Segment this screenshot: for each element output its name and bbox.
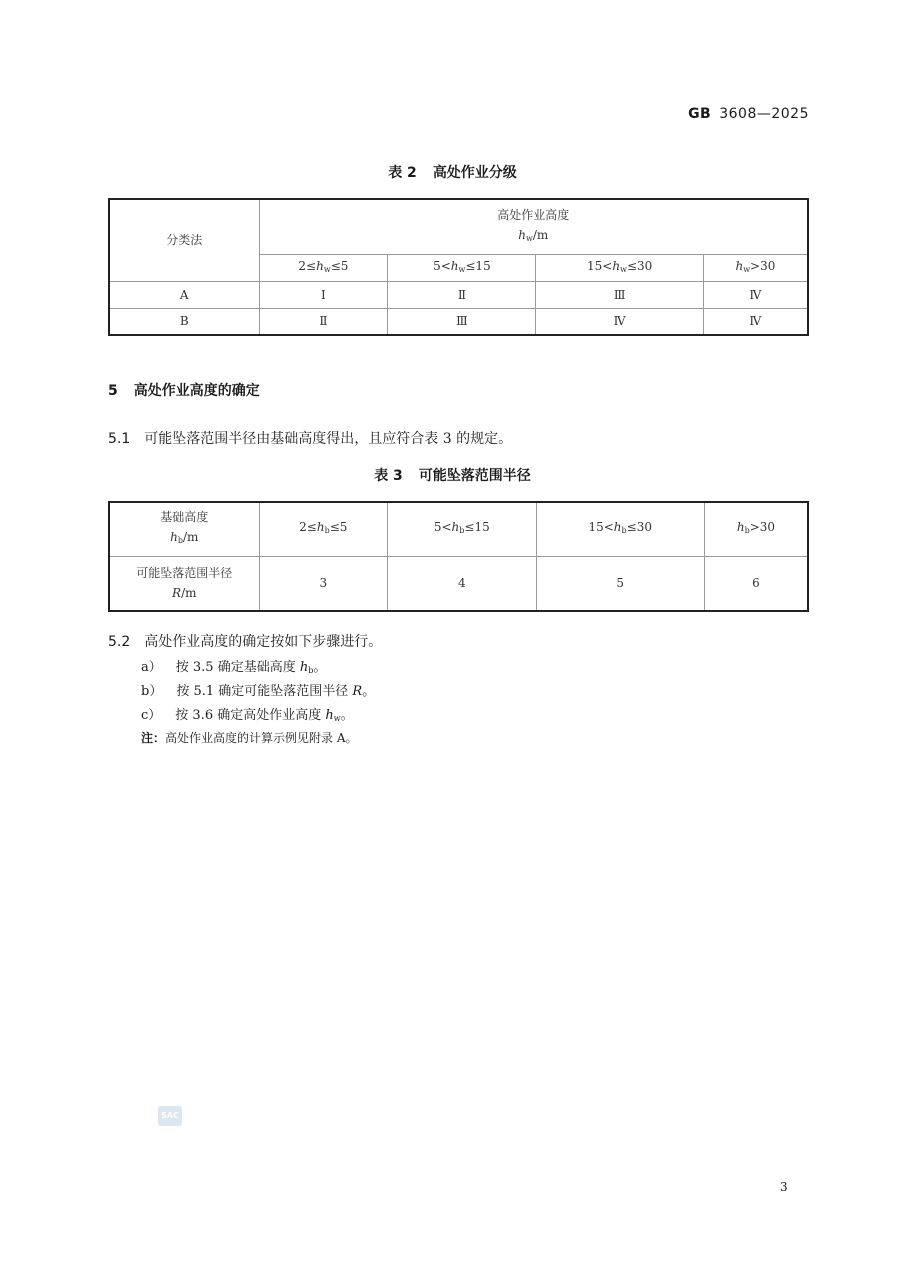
paragraph-5-2: 5.2 高处作业高度的确定按如下步骤进行。 <box>108 634 383 650</box>
section-5-title: 5 高处作业高度的确定 <box>108 383 260 399</box>
table2-group-header: 高处作业高度 $h_w/m$ <box>259 199 808 254</box>
table3-title: 可能坠落范围半径 <box>418 468 531 484</box>
table2-range-4: $h_w>30$ <box>703 254 808 281</box>
table2-range-1: $2\le h_w\le 5$ <box>259 254 388 281</box>
note: 注：高处作业高度的计算示例见附录 A。 <box>141 731 358 745</box>
paragraph-5-1: 5.1 可能坠落范围半径由基础高度得出，且应符合表 3 的规定。 <box>108 431 513 447</box>
table3-radius-cell: 5 <box>536 556 704 611</box>
table3-range-1: $2\le h_b\le 5$ <box>259 502 388 556</box>
table3-range-3: $15<h_b\le 30$ <box>536 502 704 556</box>
table-row <box>109 502 808 556</box>
table3-radius-cell: 4 <box>388 556 536 611</box>
page-number: 3 <box>780 1180 788 1194</box>
step-a: a） 按 3.5 确定基础高度 $h_b$。 <box>141 660 327 675</box>
standard-code: GB 3608—2025 <box>688 106 809 122</box>
table3-radius-header: 可能坠落范围半径 R/m <box>109 556 259 611</box>
table2-grade-cell: Ⅳ <box>536 308 703 335</box>
table3-radius-cell: 6 <box>704 556 808 611</box>
table2 <box>108 198 809 336</box>
table2-grade-cell: Ⅳ <box>703 281 808 308</box>
table2-grade-cell: Ⅰ <box>259 281 388 308</box>
table2-number: 表 2 <box>388 165 417 181</box>
table2-method-cell: B <box>109 308 259 335</box>
table3-base-header: 基础高度 $h_b/m$ <box>109 502 259 556</box>
table3-caption <box>0 465 905 485</box>
table3 <box>108 501 809 612</box>
table2-caption <box>0 162 905 182</box>
table2-grade-cell: Ⅲ <box>536 281 703 308</box>
step-b: b） 按 5.1 确定可能坠落范围半径 R。 <box>141 684 376 699</box>
table2-grade-cell: Ⅱ <box>259 308 388 335</box>
table-row <box>109 281 808 308</box>
sac-logo: SAC <box>158 1106 182 1126</box>
table3-range-4: $h_b>30$ <box>704 502 808 556</box>
table2-range-2: $5<h_w\le 15$ <box>388 254 536 281</box>
table2-title: 高处作业分级 <box>432 165 517 181</box>
table3-number: 表 3 <box>374 468 403 484</box>
table3-range-2: $5<h_b\le 15$ <box>388 502 536 556</box>
table2-grade-cell: Ⅱ <box>388 281 536 308</box>
table2-grade-cell: Ⅲ <box>388 308 536 335</box>
step-c: c） 按 3.6 确定高处作业高度 $h_w$。 <box>141 708 354 723</box>
table3-radius-cell: 3 <box>259 556 388 611</box>
table-row <box>109 556 808 611</box>
table2-grade-cell: Ⅳ <box>703 308 808 335</box>
table2-method-cell: A <box>109 281 259 308</box>
table2-range-3: $15<h_w\le 30$ <box>536 254 703 281</box>
table2-method-header: 分类法 <box>109 199 259 281</box>
table-row <box>109 308 808 335</box>
